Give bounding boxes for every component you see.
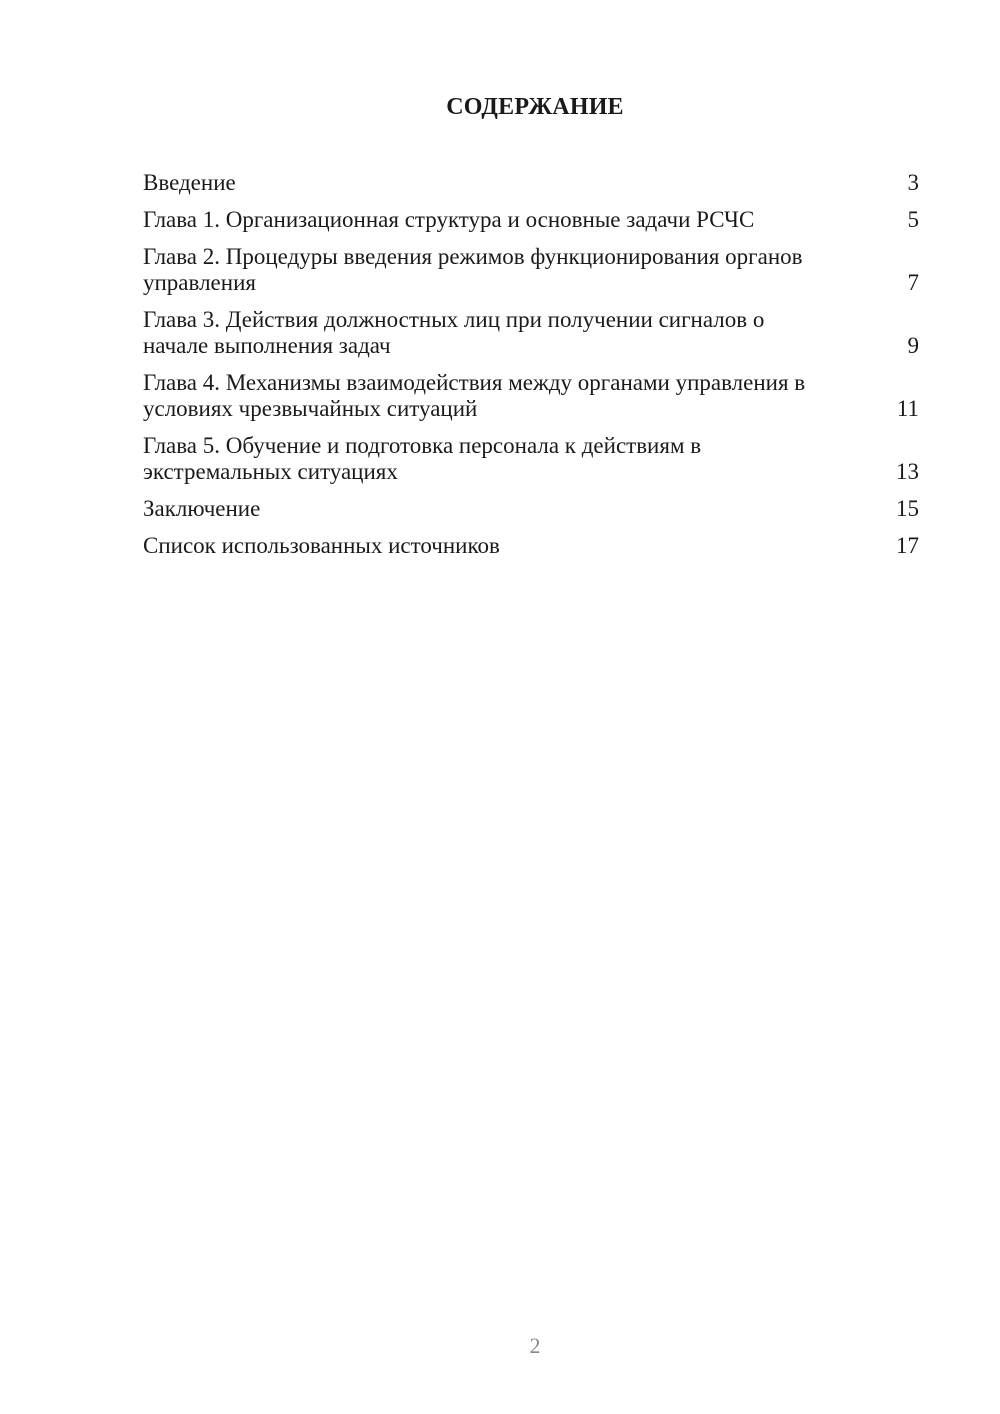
toc-entry-chapter-5 <box>143 433 919 485</box>
toc-entry-chapter-4 <box>143 370 919 422</box>
toc-entry-references <box>143 533 919 559</box>
toc-entry-title: Глава 2. Процедуры введения режимов функционирования органов управления <box>143 244 803 295</box>
toc-entry-page: 15 <box>896 496 919 521</box>
toc-entry-chapter-1 <box>143 207 919 233</box>
toc-entry-page: 7 <box>907 270 919 295</box>
toc-entry-page: 9 <box>907 333 919 358</box>
toc-entry-title: Глава 1. Организационная структура и основные задачи РСЧС <box>143 207 755 232</box>
toc-entry-title: Глава 3. Действия должностных лиц при получении сигналов о начале выполнения задач <box>143 307 765 358</box>
toc-entry-introduction <box>143 170 919 196</box>
toc-entry-title: Заключение <box>143 496 261 521</box>
toc-entry-page: 13 <box>896 459 919 484</box>
toc-entry-page: 17 <box>896 533 919 558</box>
toc-entry-chapter-2 <box>143 244 919 296</box>
toc-entry-page: 3 <box>907 170 919 195</box>
toc-entry-title: Список использованных источников <box>143 533 500 558</box>
toc-entry-title: Введение <box>143 170 236 195</box>
table-of-contents <box>143 170 919 570</box>
toc-entry-page: 11 <box>896 396 919 421</box>
toc-entry-chapter-3 <box>143 307 919 359</box>
page-number: 2 <box>529 1333 541 1358</box>
toc-entry-page: 5 <box>907 207 919 232</box>
page-title: СОДЕРЖАНИЕ <box>446 94 624 120</box>
toc-entry-conclusion <box>143 496 919 522</box>
toc-entry-title: Глава 4. Механизмы взаимодействия между органами управления в условиях чрезвычайных ситуаций <box>143 370 806 421</box>
toc-entry-title: Глава 5. Обучение и подготовка персонала к действиям в экстремальных ситуациях <box>143 433 702 484</box>
